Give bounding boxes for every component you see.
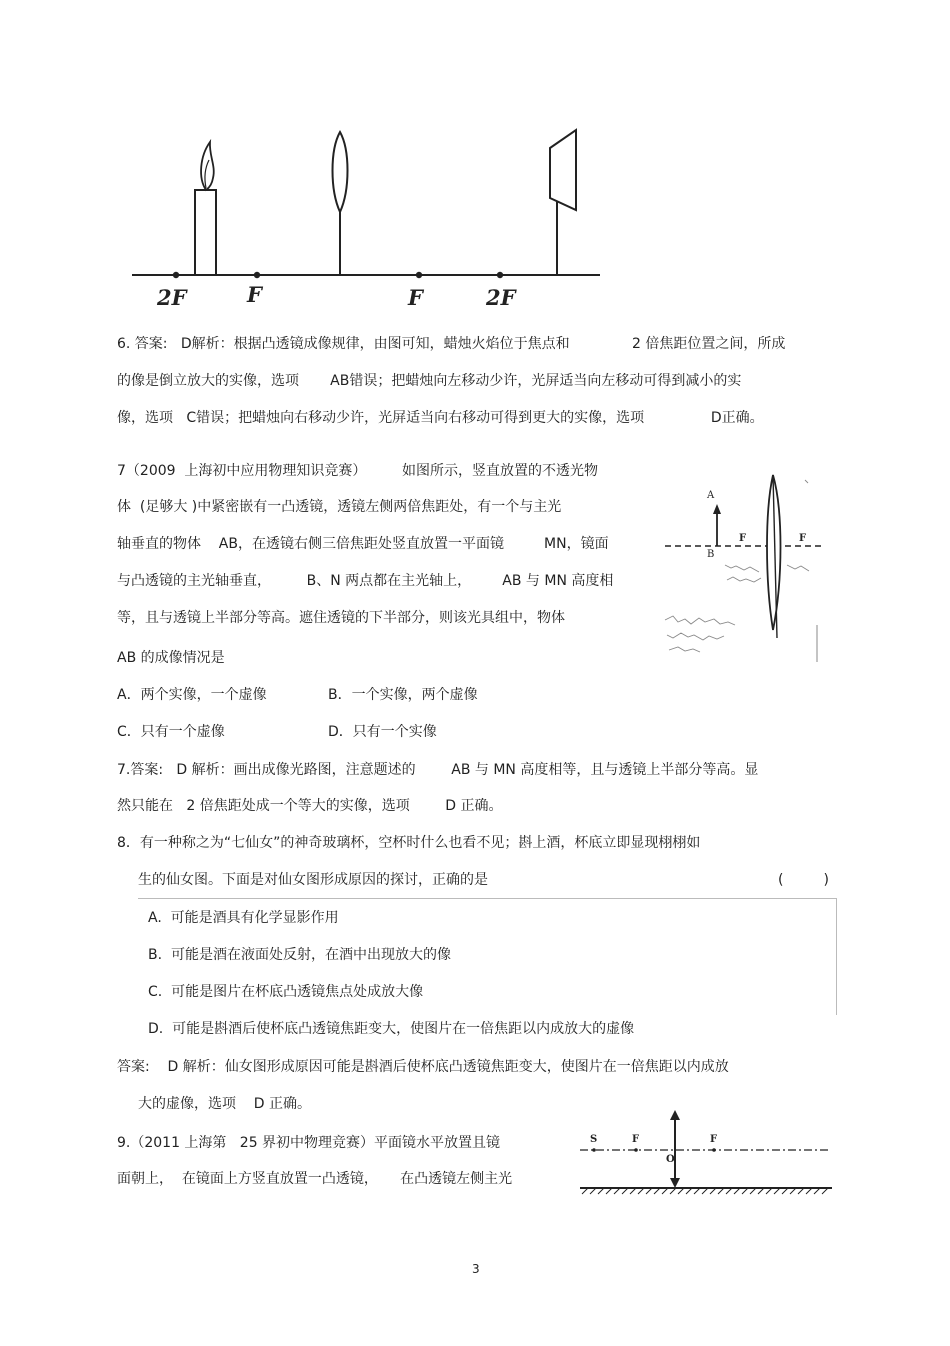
q8-option-a: A. 可能是酒具有化学显影作用 <box>148 910 339 926</box>
q8-answer-bracket: ( ) <box>778 872 829 888</box>
q7-option-d: D．只有一个实像 <box>328 724 437 740</box>
q9-label-f-right: F <box>710 1134 718 1145</box>
q8-stem-line-2: 生的仙女图。下面是对仙女图形成原因的探讨，正确的是 <box>138 872 488 888</box>
q8-option-c: C. 可能是图片在杯底凸透镜焦点处成放大像 <box>148 984 424 1000</box>
q7-lens-figure <box>655 470 825 665</box>
q9-stem-line-1: 9.（2011 上海第 25 界初中物理竞赛）平面镜水平放置且镜 <box>117 1135 501 1151</box>
q7-label-a: A <box>707 490 715 501</box>
q7-label-f-right: F <box>799 533 807 544</box>
q9-label-o: O <box>666 1154 675 1165</box>
q7-stem-line-5: 等，且与透镜上半部分等高。遮住透镜的下半部分，则该光具组中，物体 <box>117 610 565 626</box>
q7-stem-line-2: 体 (足够大 )中紧密嵌有一凸透镜，透镜左侧两倍焦距处，有一个与主光 <box>117 499 562 515</box>
q7-stem-line-4: 与凸透镜的主光轴垂直， B、N 两点都在主光轴上， AB 与 MN 高度相 <box>117 573 614 589</box>
axis-label-2f-right: 2F <box>486 285 516 310</box>
q7-stem-line-6: AB 的成像情况是 <box>117 650 225 666</box>
q7-label-f-left: F <box>739 533 747 544</box>
q6-answer-line-3: 像，选项 C错误；把蜡烛向右移动少许，光屏适当向右移动可得到更大的实像，选项 D正确。 <box>117 410 764 426</box>
q7-label-b: B <box>707 549 715 560</box>
q7-stem-line-3: 轴垂直的物体 AB，在透镜右侧三倍焦距处竖直放置一平面镜 MN，镜面 <box>117 536 609 552</box>
q7-option-a: A．两个实像，一个虚像 <box>117 687 267 703</box>
q8-option-d: D. 可能是斟酒后使杯底凸透镜焦距变大，使图片在一倍焦距以内成放大的虚像 <box>148 1021 635 1037</box>
q7-stem-line-1: 7（2009 上海初中应用物理知识竞赛） 如图所示，竖直放置的不透光物 <box>117 463 599 479</box>
page-number: 3 <box>472 1262 480 1276</box>
q9-label-f-left: F <box>632 1134 640 1145</box>
q7-option-b: B．一个实像，两个虚像 <box>328 687 478 703</box>
optical-bench-figure <box>110 120 620 320</box>
q7-option-c: C．只有一个虚像 <box>117 724 225 740</box>
q8-option-b: B. 可能是酒在液面处反射，在酒中出现放大的像 <box>148 947 451 963</box>
q8-answer-line-1: 答案: D 解析：仙女图形成原因可能是斟酒后使杯底凸透镜焦距变大，使图片在一倍焦距以内成放 <box>117 1059 729 1075</box>
q8-answer-line-2: 大的虚像，选项 D 正确。 <box>138 1096 312 1112</box>
q7-answer-line-1: 7.答案: D 解析：画出成像光路图，注意题述的 AB 与 MN 高度相等，且与透镜上半部分等高。显 <box>117 762 759 778</box>
q6-answer-line-1: 6. 答案: D解析：根据凸透镜成像规律，由图可知，蜡烛火焰位于焦点和 2 倍焦距位置之间，所成 <box>117 336 786 352</box>
axis-label-f-left: F <box>247 282 262 307</box>
q9-label-s: S <box>590 1134 598 1145</box>
axis-label-2f-left: 2F <box>157 285 187 310</box>
q6-answer-line-2: 的像是倒立放大的实像，选项 AB错误；把蜡烛向左移动少许，光屏适当向左移动可得到减小的实 <box>117 373 742 389</box>
q8-stem-line-1: 8．有一种称之为“七仙女”的神奇玻璃杯，空杯时什么也看不见；斟上酒，杯底立即显现栩栩如 <box>117 835 701 851</box>
axis-label-f-right: F <box>408 285 423 310</box>
q7-answer-line-2: 然只能在 2 倍焦距处成一个等大的实像，选项 D 正确。 <box>117 798 503 814</box>
q9-stem-line-2: 面朝上， 在镜面上方竖直放置一凸透镜， 在凸透镜左侧主光 <box>117 1171 513 1187</box>
q9-mirror-lens-figure <box>572 1108 838 1203</box>
candle-body <box>195 190 216 275</box>
